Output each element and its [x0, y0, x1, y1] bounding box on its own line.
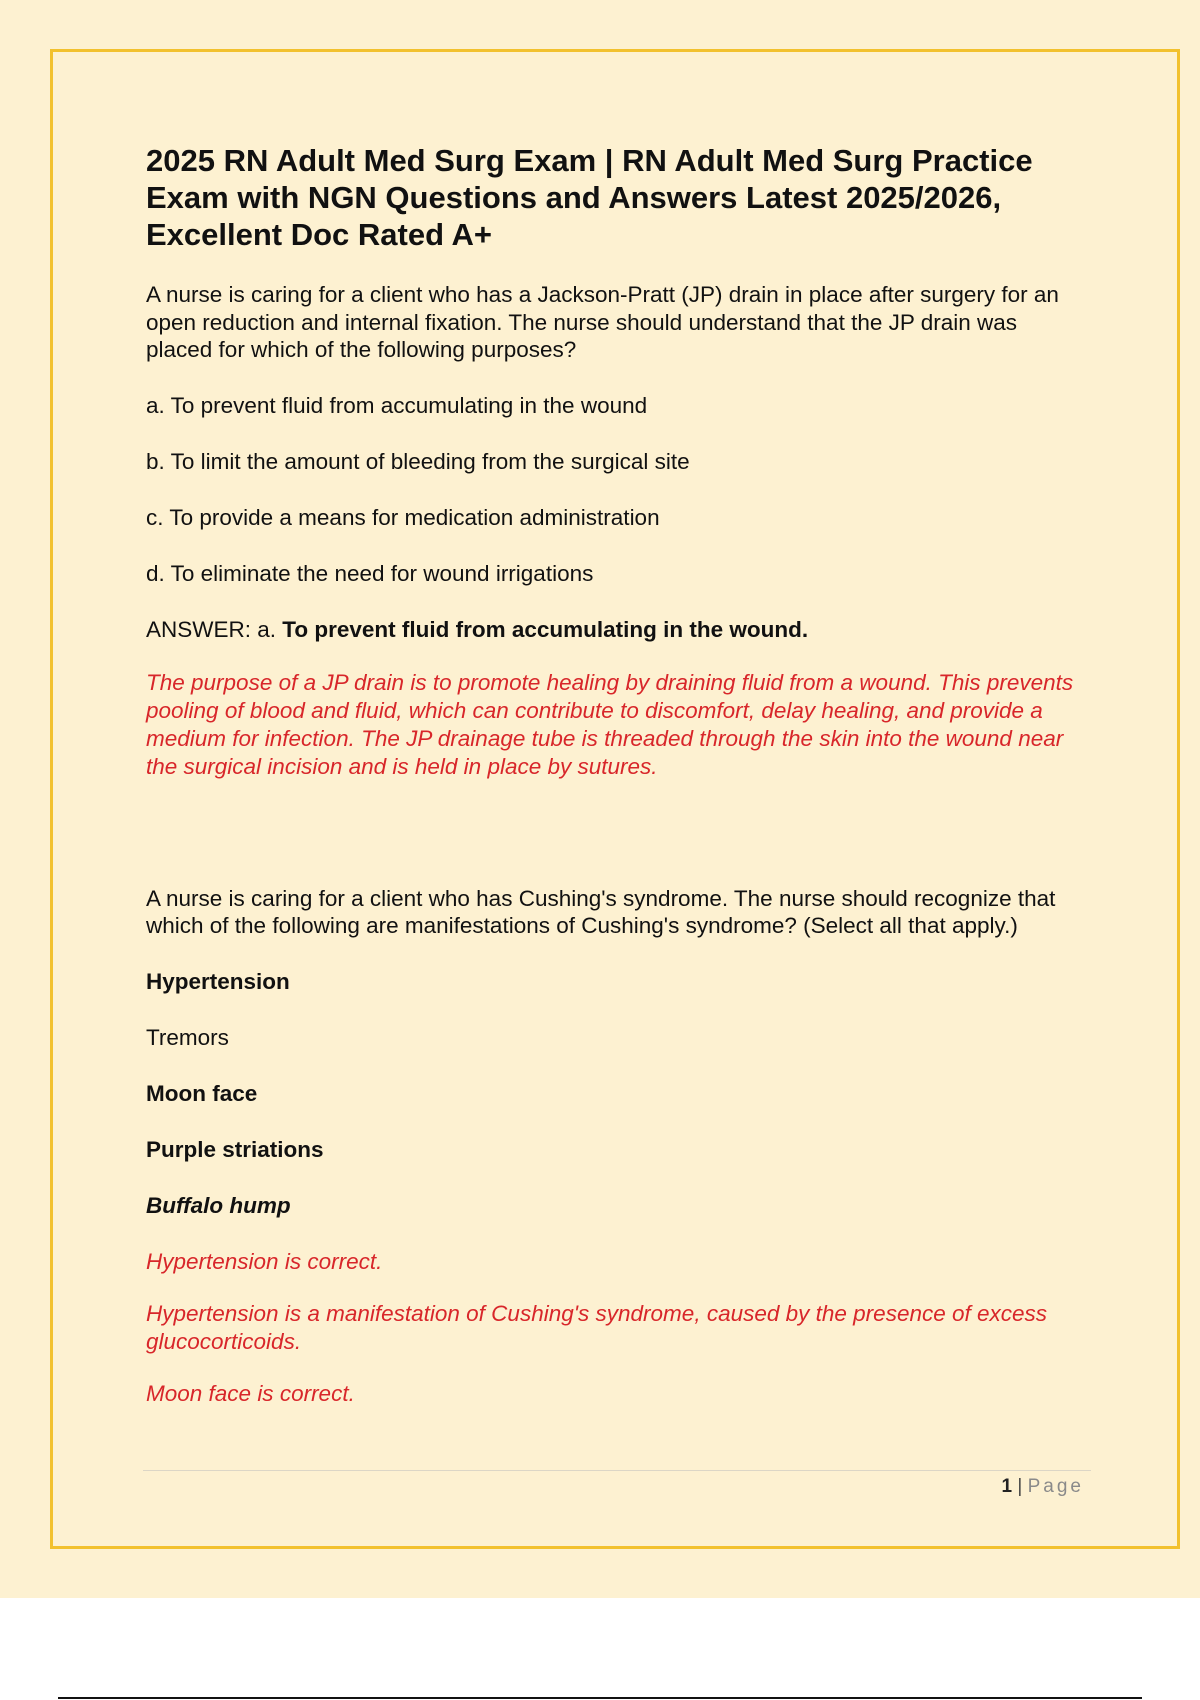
answer-prefix: ANSWER: a. [146, 616, 277, 642]
answer-line [146, 616, 1086, 643]
rationale-text: The purpose of a JP drain is to promote healing by draining fluid from a wound. This prevents pooling of blood and fluid, which can contribute to discomfort, delay healing, and provide a medium for infection. The JP drainage tube is threaded through the skin into the wound near the surgical incision and is held in place by sutures. [146, 669, 1074, 779]
document-body [146, 142, 1086, 1432]
section-spacer [146, 805, 1086, 885]
footer-divider [143, 1470, 1091, 1471]
page-footer [900, 1475, 1084, 1499]
answer-text: To prevent fluid from accumulating in the wound. [282, 616, 809, 642]
option-hypertension: Hypertension [146, 968, 290, 994]
option-buffalo-hump: Buffalo hump [146, 1192, 291, 1218]
page-number: 1 [1001, 1476, 1013, 1497]
page-separator: | [1017, 1476, 1023, 1497]
option-b: b. To limit the amount of bleeding from the surgical site [146, 448, 690, 474]
question-2 [146, 885, 1086, 1408]
document-title: 2025 RN Adult Med Surg Exam | RN Adult Med Surg Practice Exam with NGN Questions and Answers Latest 2025/2026, Excellent Doc Rated A+ [146, 143, 1033, 252]
option-moon-face: Moon face [146, 1080, 258, 1106]
option-purple-striations: Purple striations [146, 1136, 324, 1162]
question-1 [146, 281, 1086, 781]
page-label: Page [1027, 1476, 1084, 1497]
rationale-text: Hypertension is correct. [146, 1248, 383, 1274]
question-stem: A nurse is caring for a client who has Cushing's syndrome. The nurse should recognize that which of the following are manifestations of Cushing's syndrome? (Select all that apply.) [146, 885, 1056, 938]
bottom-divider [58, 1697, 1142, 1699]
option-a: a. To prevent fluid from accumulating in the wound [146, 392, 648, 418]
rationale-text: Moon face is correct. [146, 1380, 355, 1406]
option-tremors: Tremors [146, 1024, 229, 1050]
rationale-text: Hypertension is a manifestation of Cushing's syndrome, caused by the presence of excess glucocorticoids. [146, 1300, 1048, 1354]
option-c: c. To provide a means for medication administration [146, 504, 660, 530]
question-stem: A nurse is caring for a client who has a Jackson-Pratt (JP) drain in place after surgery for an open reduction and internal fixation. The nurse should understand that the JP drain was placed for which of the following purposes? [146, 282, 1059, 362]
option-d: d. To eliminate the need for wound irrigations [146, 560, 594, 586]
